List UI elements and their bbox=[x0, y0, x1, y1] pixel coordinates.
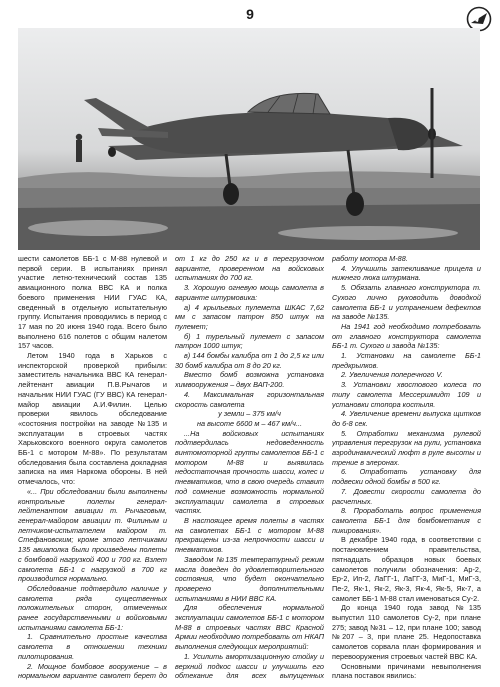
aircraft-photo-illustration bbox=[18, 28, 480, 250]
text-column-3 bbox=[332, 254, 481, 682]
paragraph: Вместо бомб возможна установка химвооружения – двух ВАП-200. bbox=[175, 370, 324, 390]
paragraph: б) 1 турельный пулемет с запасом патрон 1000 штук; bbox=[175, 331, 324, 351]
paragraph: 4. Увеличение времени выпуска щитков до 6-8 сек. bbox=[332, 409, 481, 428]
paragraph: 1. Установки на самолете ББ-1 предкрылков. bbox=[332, 351, 481, 370]
paragraph: В настоящее время полеты в частях на самолетах ББ-1 с мотором М-88 прекращены из-за непрочности шасси и пневматиков. bbox=[175, 515, 324, 555]
paragraph: До конца 1940 года завод №135 выпустил 110 самолетов Су-2, при плане 275; завод №31 – 12, при плане 100; завод №207 – 3, при плане 25. Недопоставка самолетов сорвала план формирования и перевооружения строевых частей ВВС КА. bbox=[332, 603, 481, 661]
paragraph: работу мотора М-88. bbox=[332, 254, 408, 263]
paragraph: Для обеспечения нормальной эксплуатации самолетов ББ-1 с мотором М-88 в строевых частях ВВС Красной Армии необходимо потребовать от НКАП выполнения следующих мероприятий: bbox=[175, 603, 324, 652]
aircraft-photo bbox=[18, 28, 480, 250]
paragraph: шести самолетов ББ-1 с М-88 нулевой и первой серии. В испытаниях принял участие летно-технический состав 135 авиационного полка ВВС КА и полка боевого применения НИИ ГУАС КА, сведенный в отдельную испытательную группу. Испытания проводились в период с 17 мая по 20 июня 1940 года. Всего было выполнено 616 полетов с общим налетом 157 часов. bbox=[18, 254, 167, 351]
paragraph: 7. Довести скорости самолета до расчетных. bbox=[332, 486, 481, 506]
paragraph: 2. Увеличения поперечного V. bbox=[341, 370, 443, 380]
paragraph: в) 144 бомбы калибра от 1 до 2,5 кг или 30 бомб калибра от 8 до 20 кг. bbox=[175, 351, 324, 370]
paragraph: В декабре 1940 года, в соответствии с постановлением правительства, пятнадцать образцов новых боевых самолетов получили обозначения: Ар-2, Ер-2, Ип-2, ЛаГГ-1, ЛаГГ-3, МиГ-1, МиГ-3, Пе-2, Як-1, Як-2, Як-3, Як-4, Як-5, Як-7, а самолет ББ-1 М-88 стал именоваться Су-2. bbox=[332, 535, 481, 603]
paragraph: 5. Отработки механизма рулевой управления перегрузок на рули, установка аэродинамический люфт в руле высоты и трение в элеронах. bbox=[332, 428, 481, 467]
paragraph: от 1 кг до 250 кг и в перегрузочном варианте, проверенном на войсковых испытаниях до 700 кг. bbox=[175, 254, 324, 283]
paragraph: 8. Проработать вопрос применения самолета ББ-1 для бомбометания с пикирования». bbox=[332, 506, 481, 535]
paragraph: «... При обследовании были выполнены контрольные полеты генерал-лейтенантом авиации т. Рычаговым, генерал-майором авиации т. Филиным и летчиком-испытателем майором т. Стефановским; кроме этого летчиками 135 авиаполка были произведены полеты с бомбовой нагрузкой 400 и 700 кг. Взлет самолета ББ-1 с нагрузкой в 700 кг производится нормально. bbox=[18, 486, 167, 584]
paragraph: 5. Обязать главного конструктора т. Сухого лично руководить доводкой самолета ББ-1 и устранением дефектов на заводе №135. bbox=[332, 283, 481, 322]
paragraph bbox=[332, 681, 481, 682]
page-number: 9 bbox=[246, 6, 254, 22]
paragraph: 4. Улучшить затекливание прицела и нижнего люка штурмана. bbox=[332, 263, 481, 283]
paragraph: 1. Сравнительно простые качества самолета в отношении техники пилотирования. bbox=[18, 632, 167, 661]
text-column-1 bbox=[18, 254, 167, 682]
paragraph: 6. Отработать установку для подвески одной бомбы в 500 кг. bbox=[332, 467, 481, 487]
paragraph: а) 4 крыльевых пулемета ШКАС 7,62 мм с запасом патрон 850 штук на пулемет; bbox=[175, 302, 324, 331]
text-column-2 bbox=[175, 254, 324, 682]
paragraph: Заводом №135 температурный режим масла доведен до удовлетворительного состояния, что будет окончательно проверено дополнительными испытаниями в НИИ ВВС КА. bbox=[175, 554, 324, 603]
paragraph: 3. Хорошую огневую мощь самолета в варианте штурмовика: bbox=[175, 283, 324, 302]
paragraph: 4. Максимальная горизонтальная скорость самолета bbox=[175, 389, 324, 409]
paragraph: Обследование подтвердило наличие у самолета ряда существенных положительных сторон, отмеченных ранее государственными и войсковыми испытаниями самолета ББ-1: bbox=[18, 583, 167, 632]
paragraph: на высоте 6600 м – 467 км/ч... bbox=[196, 418, 303, 428]
paragraph: 2. Мощное бомбовое вооружение – в нормальном варианте самолет берет до bbox=[18, 661, 167, 681]
paragraph: ...На войсковых испытаниях подтвердилась недоведенность винтомоторной группы самолетов ББ-1 с мотором М-88 и выявилась недостаточная прочность шасси, колес и пневматиков, что в свою очередь ставит под сомнение возможность нормальной эксплуатации самолета в строевых частях. bbox=[175, 428, 324, 516]
paragraph: На 1941 год необходимо потребовать от главного конструктора самолета ББ-1 т. Сухого и завода №135: bbox=[332, 321, 481, 351]
paragraph: Летом 1940 года в Харьков с инспекторской проверкой прибыли: заместитель начальника ВВС КА генерал-лейтенант авиации П.В.Рычагов и начальник НИИ ГУАС (ГУ ВВС) КА генерал-майор авиации А.И.Филин. Целью проверки явилось обследование «состояния постройки на заводе №135 и эксплуатации в строевых частях Харьковского военного округа самолетов ББ-1 с мотором М-88». По результатам обследования была составлена докладная записка на имя Наркома обороны. В ней отмечалось, что: bbox=[18, 351, 167, 487]
paragraph: у земли – 375 км/ч bbox=[218, 409, 281, 419]
paragraph: 3. Установки хвостового колеса по типу самолета Мессершмидт 109 и установки стопора костыля. bbox=[332, 380, 481, 409]
paragraph: 1. Усилить амортизационную стойку и верхний подкос шасси и улучшить его обтекание для всех выпущенных bbox=[175, 651, 324, 681]
paragraph: Основными причинами невыполнения плана поставок явились: bbox=[332, 661, 481, 681]
